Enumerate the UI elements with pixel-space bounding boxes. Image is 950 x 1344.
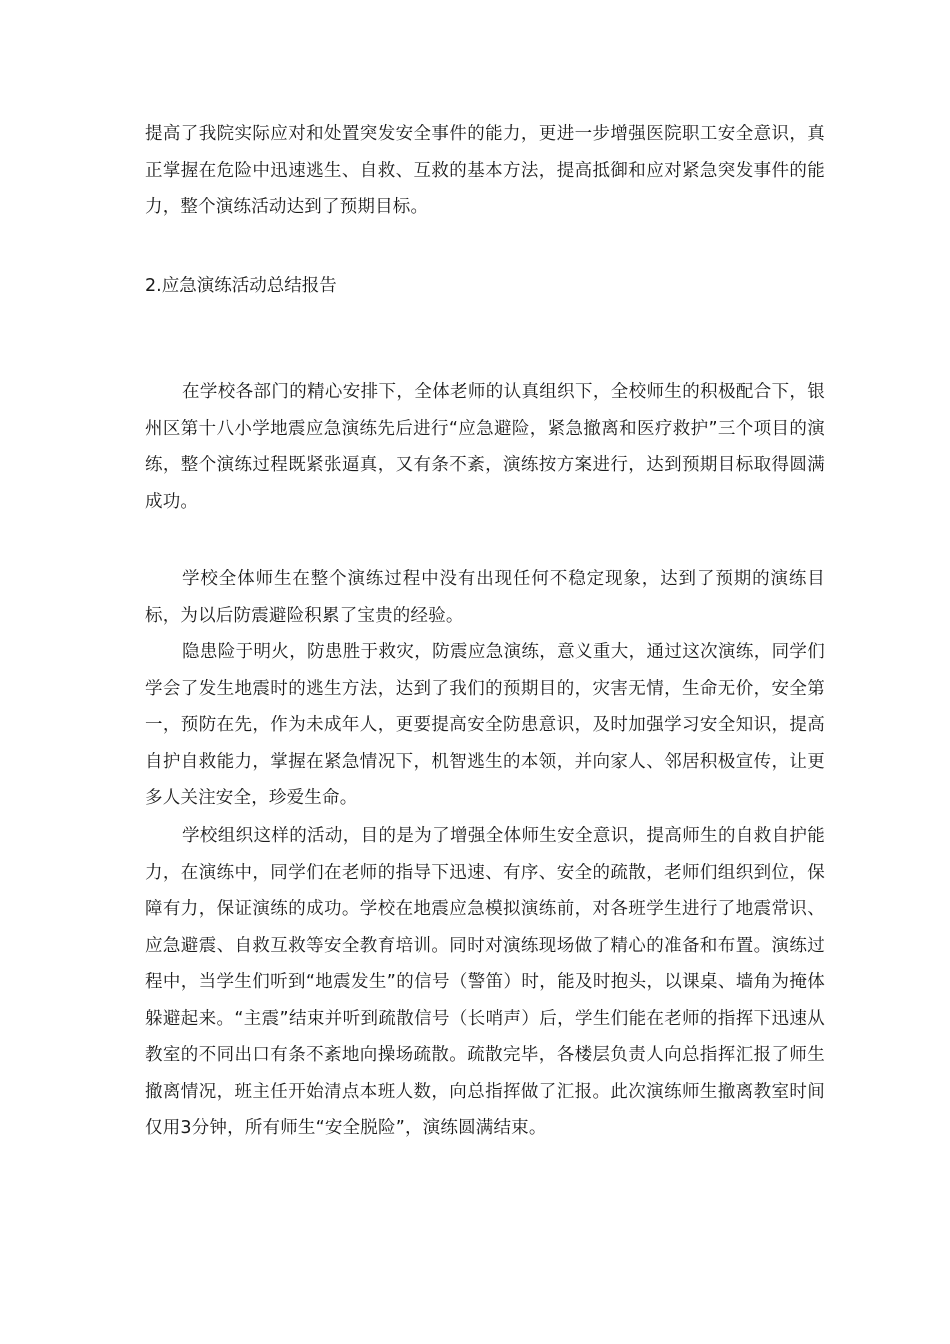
intro-paragraph: 提高了我院实际应对和处置突发安全事件的能力，更进一步增强医院职工安全意识，真正掌握在危险中迅速逃生、自救、互救的基本方法，提高抵御和应对紧急突发事件的能力，整个演练活动达到了预期目标。 xyxy=(145,124,825,217)
paragraph-1: 在学校各部门的精心安排下，全体老师的认真组织下，全校师生的积极配合下，银州区第十八小学地震应急演练先后进行“应急避险，紧急撤离和医疗救护”三个项目的演练，整个演练过程既紧张逼真，又有条不紊，演练按方案进行，达到预期目标取得圆满成功。 xyxy=(145,382,825,512)
paragraph-4: 学校组织这样的活动，目的是为了增强全体师生安全意识，提高师生的自救自护能力，在演练中，同学们在老师的指导下迅速、有序、安全的疏散，老师们组织到位，保障有力，保证演练的成功。学校在地震应急模拟演练前，对各班学生进行了地震常识、应急避震、自救互救等安全教育培训。同时对演练现场做了精心的准备和布置。演练过程中，当学生们听到“地震发生”的信号（警笛）时，能及时抱头，以课桌、墙角为掩体躲避起来。“主震”结束并听到疏散信号（长哨声）后，学生们能在老师的指挥下迅速从教室的不同出口有条不紊地向操场疏散。疏散完毕，各楼层负责人向总指挥汇报了师生撤离情况，班主任开始清点本班人数，向总指挥做了汇报。此次演练师生撤离教室时间仅用3分钟，所有师生“安全脱险”，演练圆满结束。 xyxy=(145,826,825,1138)
section-heading: 2.应急演练活动总结报告 xyxy=(145,276,337,296)
paragraph-2: 学校全体师生在整个演练过程中没有出现任何不稳定现象，达到了预期的演练目标，为以后防震避险积累了宝贵的经验。 xyxy=(145,569,825,626)
paragraph-3: 隐患险于明火，防患胜于救灾，防震应急演练，意义重大，通过这次演练，同学们学会了发生地震时的逃生方法，达到了我们的预期目的，灾害无情，生命无价，安全第一，预防在先，作为未成年人，更要提高安全防患意识，及时加强学习安全知识，提高自护自救能力，掌握在紧急情况下，机智逃生的本领，并向家人、邻居积极宣传，让更多人关注安全，珍爱生命。 xyxy=(145,642,825,808)
